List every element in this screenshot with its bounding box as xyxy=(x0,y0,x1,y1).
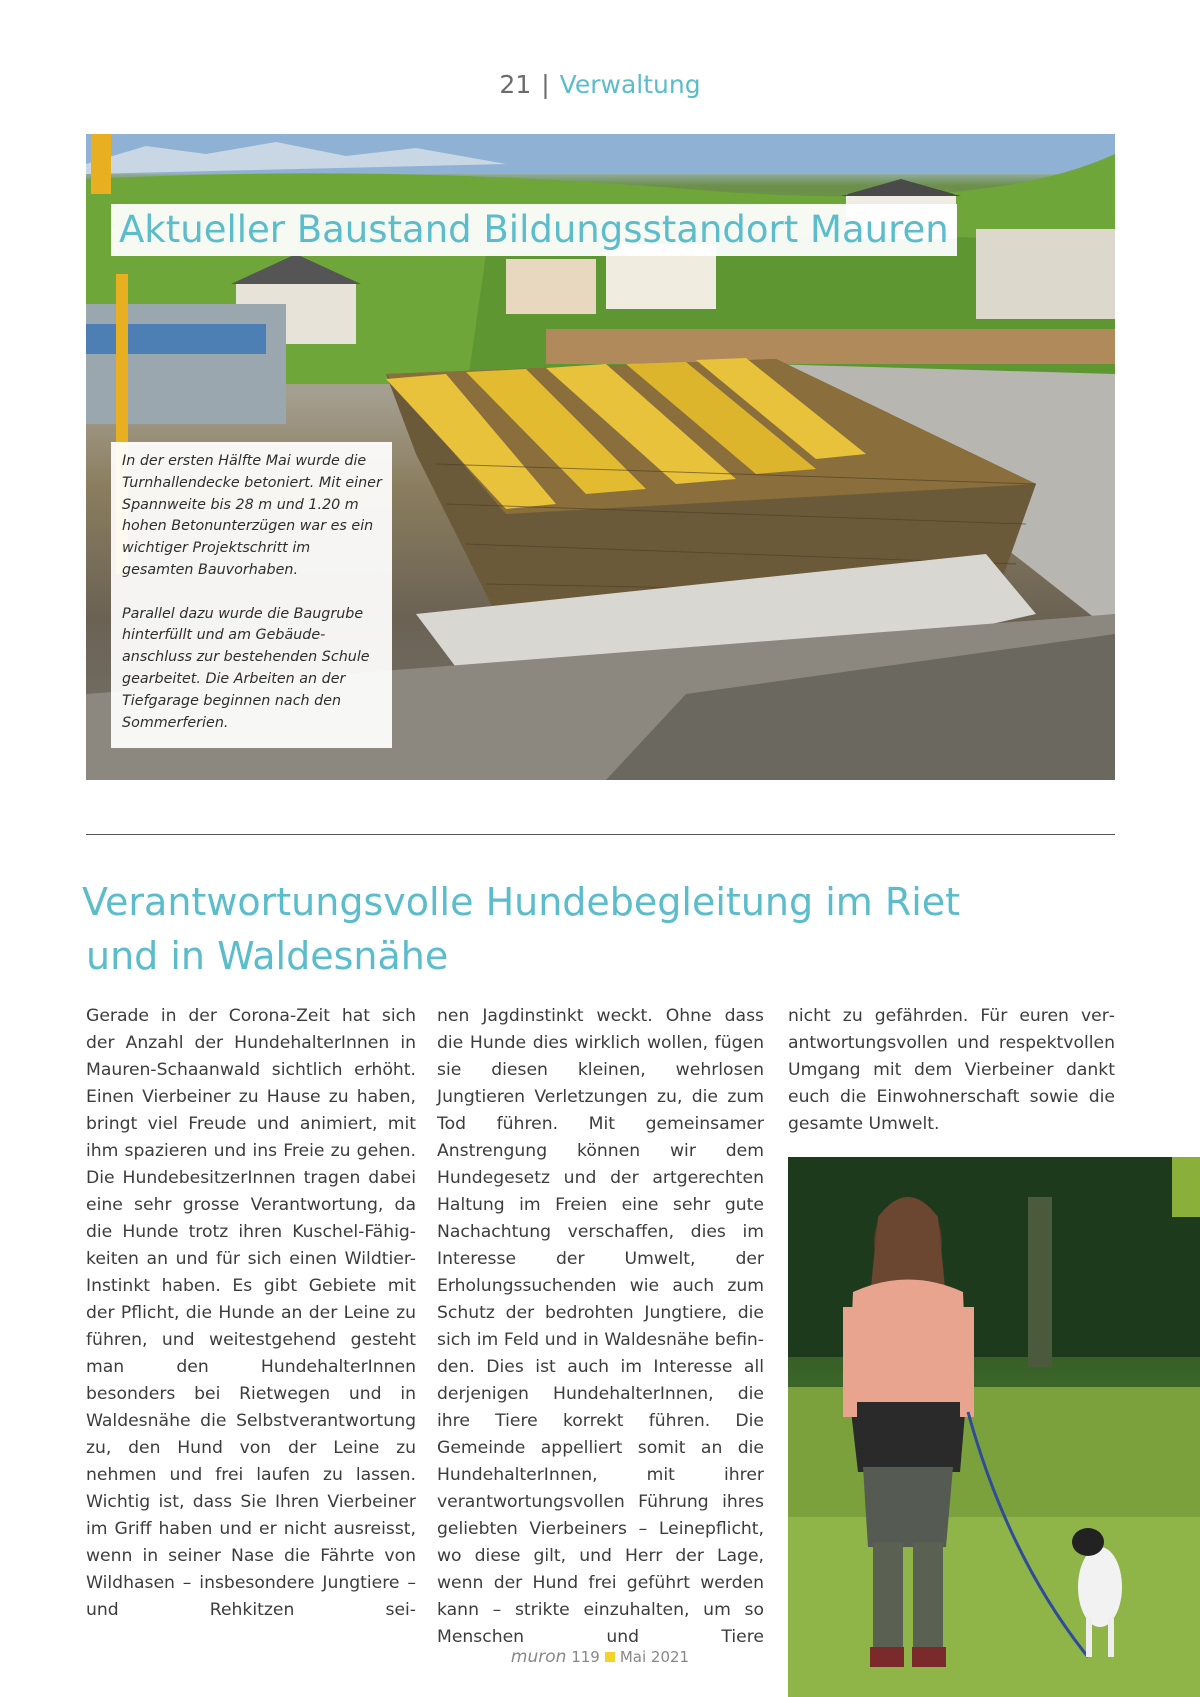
footer-square-icon xyxy=(605,1652,615,1662)
issue-number: 119 xyxy=(571,1648,600,1666)
issue-date: Mai 2021 xyxy=(619,1648,690,1666)
dog-walk-illustration xyxy=(788,1157,1200,1697)
article-title-line-2: und in Waldesnähe xyxy=(86,934,449,978)
header-separator: | xyxy=(541,70,550,99)
page-footer xyxy=(0,1647,1200,1667)
article-title-line-1: Verantwortungsvolle Hundebegleitung im Riet xyxy=(82,880,961,924)
caption-paragraph-1: In der ersten Hälfte Mai wurde die Turnhallendecke betoniert. Mit einer Spannweite bis 28 m und 1.20 m hohen Betonunterzügen war es ein wichtiger Projektschritt im gesamten Bauvorhaben. xyxy=(122,453,382,578)
caption-paragraph-2: Parallel dazu wurde die Baugrube hinterfüllt und am Gebäude-anschluss zur bestehenden Schule gearbeitet. Die Arbeiten an der Tiefgarage beginnen nach den Sommerferien. xyxy=(122,605,370,731)
page-header xyxy=(0,70,1200,99)
article-column-2: nen Jagdinstinkt weckt. Ohne dass die Hunde dies wirklich wollen, fügen sie diesen kleinen, wehrlosen Jungtieren Verletzungen zu, die zum Tod führen. Mit gemeinsamer Anstrengung können wir dem Hundegesetz und der artgerechten Haltung im Freien eine sehr gute Nachachtung verschaffen, dies im Interesse der Umwelt, der Erholungssuchenden wie auch zum Schutz der bedrohten Jungtiere, die sich im Feld und in Waldesnähe befinden. Dies ist auch im Interesse all derjenigen HundehalterInnen, die ihre Tiere korrekt führen. Die Gemeinde appelliert somit an die HundehalterInnen, mit ihrer verantwortungsvollen Führung ihres geliebten Vierbeiners – Leinepflicht, wo diese gilt, und Herr der Lage, wenn der Hund frei geführt werden kann – strikte einzuhalten, um so Menschen und Tiere xyxy=(437,1006,764,1647)
magazine-brand: muron xyxy=(510,1647,567,1667)
photo-caption xyxy=(111,442,392,748)
article-column-1: Gerade in der Corona-Zeit hat sich der Anzahl der HundehalterInnen in Mauren-Schaanwald sichtlich erhöht. Einen Vierbeiner zu Hause zu haben, bringt viel Freude und animiert, mit ihm spazieren und ins Freie zu gehen. Die HundebesitzerInnen tragen dabei eine sehr grosse Verantwortung, da die Hunde trotz ihren Kuschel-Fähigkeiten an und für sich einen Wildtier-Instinkt haben. Es gibt Gebiete mit der Pflicht, die Hunde an der Leine zu führen, und weitestgehend gesteht man den HundehalterInnen besonders bei Rietwegen und in Waldesnähe die Selbstverantwortung zu, den Hund von der Leine zu nehmen und frei laufen zu lassen. Wichtig ist, dass Sie Ihren Vierbeiner im Griff haben und er nicht ausreisst, wenn in seiner Nase die Fährte von Wildhasen – insbesondere Jungtiere – und Rehkitzen sei- xyxy=(86,1006,416,1620)
article-title xyxy=(82,875,1082,983)
dog-walk-photo xyxy=(788,1157,1200,1697)
section-divider xyxy=(86,834,1115,835)
article-column-3: nicht zu gefährden. Für euren verantwortungsvollen und respektvollen Umgang mit dem Vierbeiner dankt euch die Einwohnerschaft sowie die gesamte Umwelt. xyxy=(788,1006,1115,1134)
hero-title: Aktueller Baustand Bildungsstandort Mauren xyxy=(111,204,957,256)
section-title: Verwaltung xyxy=(559,70,701,99)
construction-photo xyxy=(86,134,1115,780)
page-number: 21 xyxy=(499,70,532,99)
